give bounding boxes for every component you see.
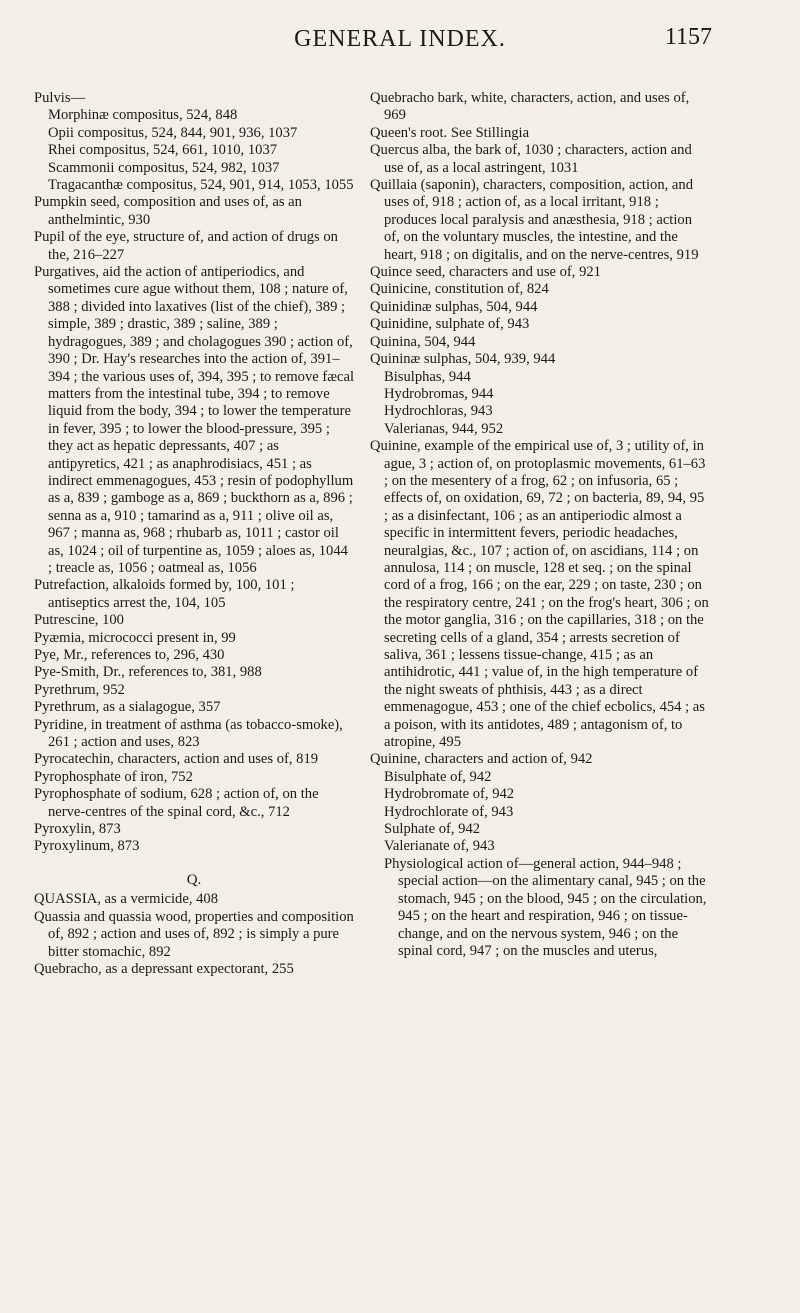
right-column (370, 90, 710, 960)
index-subentry: Bisulphas, 944 (384, 368, 471, 385)
index-entry: Queen's root. See Stillingia (370, 124, 530, 141)
index-entry: Quince seed, characters and use of, 921 (370, 264, 601, 281)
index-entry: Quillaia (saponin), characters, composition, action, and uses of, 918 ; action of, as a local irritant, 918 ; produces local paralysis and anæsthesia, 918 ; action of, on the voluntary muscles, the intestine, and the heart, 918 ; on digitalis, and on the nerve-centres, 919 (370, 177, 699, 263)
index-subentry: Opii compositus, 524, 844, 901, 936, 1037 (48, 124, 298, 141)
left-column (34, 90, 354, 978)
index-entry: Pyridine, in treatment of asthma (as tobacco-smoke), 261 ; action and uses, 823 (34, 716, 343, 751)
index-entry: Pyrethrum, as a sialagogue, 357 (34, 699, 221, 716)
index-subentry: Morphinæ compositus, 524, 848 (48, 107, 238, 124)
index-entry: Quebracho bark, white, characters, action, and uses of, 969 (370, 90, 690, 124)
index-entry: Putrefaction, alkaloids formed by, 100, 101 ; antiseptics arrest the, 104, 105 (34, 577, 295, 611)
index-entry: Pyrophosphate of iron, 752 (34, 768, 193, 785)
index-subentry: Rhei compositus, 524, 661, 1010, 1037 (48, 142, 278, 159)
page-title: GENERAL INDEX. (294, 26, 506, 52)
section-letter: Q. (186, 871, 202, 888)
index-entry: Pyrethrum, 952 (34, 681, 125, 698)
index-subentry: Hydrobromas, 944 (384, 385, 494, 402)
index-entry: Pyrophosphate of sodium, 628 ; action of, on the nerve-centres of the spinal cord, &c., 712 (34, 786, 319, 820)
index-subentry: Hydrochlorate of, 943 (384, 803, 514, 820)
index-entry: Pyroxylin, 873 (34, 821, 121, 838)
index-entry: Pyrocatechin, characters, action and uses of, 819 (34, 751, 319, 768)
index-entry: Quebracho, as a depressant expectorant, 255 (34, 960, 294, 977)
index-entry: Quinine, characters and action of, 942 (370, 751, 593, 768)
index-entry: Pye, Mr., references to, 296, 430 (34, 647, 225, 663)
index-entry: Pulvis— (34, 90, 86, 106)
index-entry: QUASSIA, as a vermicide, 408 (34, 891, 219, 908)
page-header (0, 22, 800, 62)
index-entry: Quercus alba, the bark of, 1030 ; characters, action and use of, as a local astringent, 1031 (370, 142, 692, 176)
index-entry: Pyroxylinum, 873 (34, 838, 140, 855)
index-entry: Quinina, 504, 944 (370, 333, 476, 350)
index-subentry: Valerianate of, 943 (384, 838, 495, 855)
index-subentry: Sulphate of, 942 (384, 821, 481, 838)
index-entry: Quinidine, sulphate of, 943 (370, 316, 530, 333)
index-entry: Pumpkin seed, composition and uses of, as an anthelmintic, 930 (34, 194, 302, 228)
index-entry: Quininæ sulphas, 504, 939, 944 (370, 351, 556, 368)
index-subentry: Physiological action of—general action, 944–948 ; special action—on the alimentary canal, 945 ; on the stomach, 945 ; on the blood, 945 ; on the circulation, 945 ; on the heart and respiration, 946 ; on tissue-change, and on the nervous system, 946 ; on the spinal cord, 947 ; on the muscles and uterus, (384, 855, 707, 959)
index-entry: Quinicine, constitution of, 824 (370, 281, 549, 298)
index-entry: Quassia and quassia wood, properties and composition of, 892 ; action and uses of, 892 ; is simply a pure bitter stomachic, 892 (34, 908, 354, 960)
index-entry: Purgatives, aid the action of antiperiodics, and sometimes cure ague without them, 108 ; nature of, 388 ; divided into laxatives (list of the chief), 389 ; simple, 389 ; drastic, 389 ; saline, 389 ; hydragogues, 389 ; and cholagogues 390 ; action of, 390 ; Dr. Hay's researches into the action of, 391–394 ; the various uses of, 394, 395 ; to remove fæcal matters from the intestinal tube, 394 ; to remove liquid from the body, 394 ; to lower the temperature in fever, 395 ; to lower the blood-pressure, 395 ; they act as hepatic depressants, 407 ; as antipyretics, 421 ; as anaphrodisiacs, 451 ; as indirect emmenagogues, 453 ; resin of podophyllum as a, 839 ; gamboge as a, 869 ; buckthorn as a, 896 ; senna as a, 910 ; tamarind as a, 911 ; olive oil as, 967 ; manna as, 968 ; rhubarb as, 1011 ; castor oil as, 1024 ; oil of turpentine as, 1059 ; aloes as, 1044 ; treacle as, 1056 ; oatmeal as, 1056 (34, 264, 355, 576)
index-entry: Quinidinæ sulphas, 504, 944 (370, 298, 538, 315)
index-entry: Putrescine, 100 (34, 612, 124, 629)
index-subentry: Hydrobromate of, 942 (384, 786, 515, 803)
index-entry: Pyæmia, micrococci present in, 99 (34, 629, 236, 646)
index-subentry: Tragacanthæ compositus, 524, 901, 914, 1053, 1055 (48, 177, 354, 194)
page-number: 1157 (664, 24, 712, 50)
index-entry: Pupil of the eye, structure of, and action of drugs on the, 216–227 (34, 229, 338, 263)
index-subentry: Scammonii compositus, 524, 982, 1037 (48, 159, 280, 176)
index-subentry: Bisulphate of, 942 (384, 768, 492, 785)
index-subentry: Valerianas, 944, 952 (384, 420, 504, 437)
index-entry: Quinine, example of the empirical use of, 3 ; utility of, in ague, 3 ; action of, on protoplasmic movements, 61–63 ; on the mesentery of a frog, 62 ; on infusoria, 65 ; effects of, on oxidation, 69, 72 ; on bacteria, 89, 94, 95 ; as a disinfectant, 106 ; as an antiperiodic almost a specific in intermittent fevers, periodic headaches, neuralgias, &c., 107 ; action of, on ascidians, 114 ; on annulosa, 114 ; on muscle, 128 et seq. ; on the spinal cord of a frog, 166 ; on the ear, 229 ; on taste, 230 ; on the respiratory centre, 241 ; on the frog's heart, 306 ; on the motor ganglia, 316 ; on the capillaries, 318 ; on the secreting cells of a gland, 354 ; arrests secretion of saliva, 361 ; lessens tissue-change, 415 ; as an antihidrotic, 441 ; value of, in the high temperature of the night sweats of phthisis, 443 ; as a direct emmenagogue, 453 ; one of the chief ecbolics, 454 ; as a poison, with its antidotes, 489 ; antagonism of, to atropine, 495 (370, 438, 709, 751)
index-subentry: Hydrochloras, 943 (384, 403, 493, 420)
index-entry: Pye-Smith, Dr., references to, 381, 988 (34, 664, 262, 681)
